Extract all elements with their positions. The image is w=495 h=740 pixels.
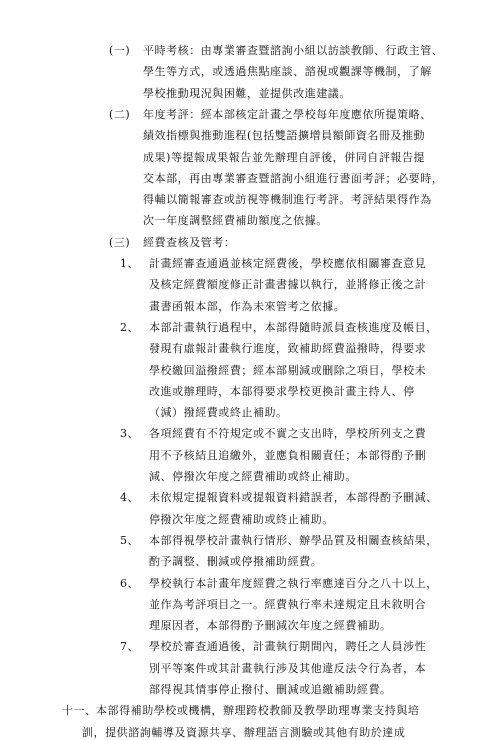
section-2-line-4: 交本部，再由專業審查暨諮詢小組進行書面考評；必要時， [143, 171, 444, 185]
final-line-1: 本部得補助學校或機構，辦理跨校教師及教學助理專業支持與培 [96, 704, 420, 718]
item-2-line-2: 發現有虛報計畫執行進度，致補助經費溢撥時，得要求 [149, 342, 427, 356]
section-1-marker: (一) [109, 44, 131, 57]
item-2-line-3: 學校繳回溢撥經費；經本部剔減或刪除之項目，學校未 [149, 363, 427, 377]
item-2-line-1: 本部計畫執行過程中，本部得隨時派員查核進度及帳目， [149, 320, 438, 334]
section-2-marker: (二) [109, 107, 131, 121]
item-3-line-2: 用不予核結且追繳外，並應負相關責任；本部得酌予刪 [149, 448, 427, 462]
final-item-number: 十一、 [62, 704, 97, 718]
item-5-line-2: 酌予調整、刪減或停撥補助經費。 [149, 555, 323, 569]
item-3-line-3: 減、停撥次年度之經費補助或終止補助。 [149, 470, 357, 483]
item-4-line-1: 未依規定提報資料或提報資料錯誤者，本部得酌予刪減、 [149, 491, 438, 505]
item-6-number: 6、 [120, 576, 140, 590]
item-1-line-2: 及核定經費額度修正計畫書據以執行，並將修正後之計 [149, 278, 427, 292]
item-1-line-3: 畫書函報本部，作為未來管考之依據。 [149, 299, 346, 313]
item-2-line-5: （減）撥經費或終止補助。 [149, 406, 288, 420]
item-7-line-1: 學校於審查通過後，計畫執行期間內，聘任之人員涉性 [149, 640, 427, 654]
item-5-number: 5、 [120, 533, 140, 547]
item-2-line-4: 改進或辦理時，本部得要求學校更換計畫主持人、停 [149, 384, 415, 398]
item-1-number: 1、 [120, 257, 140, 270]
item-5-line-1: 本部得視學校計畫執行情形、辦學品質及相關查核結果， [149, 533, 438, 547]
item-6-line-1: 學校執行本計畫年度經費之執行率應達百分之八十以上， [149, 576, 438, 590]
section-3-line-1: 經費查核及管考： [143, 235, 236, 249]
section-2-line-1: 年度考評：經本部核定計畫之學校每年度應依所提策略、 [143, 107, 432, 121]
section-1-line-1: 平時考核：由專業審查暨諮詢小組以訪談教師、行政主管、 [143, 44, 444, 57]
item-4-line-2: 停撥次年度之經費補助或終止補助。 [149, 512, 334, 526]
section-2-line-5: 得輔以簡報審查或訪視等機制進行考評。考評結果得作為 [143, 193, 432, 207]
item-7-line-2: 別平等案件或其計畫執行涉及其他違反法令行為者，本 [149, 661, 427, 675]
item-6-line-2: 並作為考評項目之一。經費執行率未達規定且未敘明合 [149, 597, 427, 611]
item-7-line-3: 部得視其情事停止撥付、刪減或追繳補助經費。 [149, 683, 392, 696]
section-1-line-3: 學校推動現況與困難，並提供改進建議。 [143, 86, 351, 100]
final-line-2: 訓，提供諮詢輔導及資源共享、辦理語言測驗或其他有助於達成 [82, 725, 406, 739]
item-4-number: 4、 [120, 491, 140, 505]
item-7-number: 7、 [120, 640, 140, 654]
item-6-line-3: 理原因者，本部得酌予刪減次年度之經費補助。 [149, 619, 392, 633]
item-3-line-1: 各項經費有不符規定或不實之支出時，學校所列支之費 [149, 427, 427, 441]
section-2-line-6: 次一年度調整經費補助額度之依據。 [143, 214, 328, 228]
section-1-line-2: 學生等方式，或透過焦點座談、諮視或觀課等機制，了解 [143, 65, 432, 79]
item-2-number: 2、 [120, 320, 140, 334]
section-3-marker: (三) [109, 235, 131, 249]
section-2-line-2: 績效指標與推動進程(包括雙語擴增員額師資名冊及推動 [143, 129, 426, 143]
section-2-line-3: 成果)等提報成果報告並先辦理自評後，併同自評報告提 [143, 150, 426, 164]
item-1-line-1: 計畫經審查通過並核定經費後，學校應依相關審查意見 [149, 257, 427, 270]
item-3-number: 3、 [120, 427, 140, 441]
